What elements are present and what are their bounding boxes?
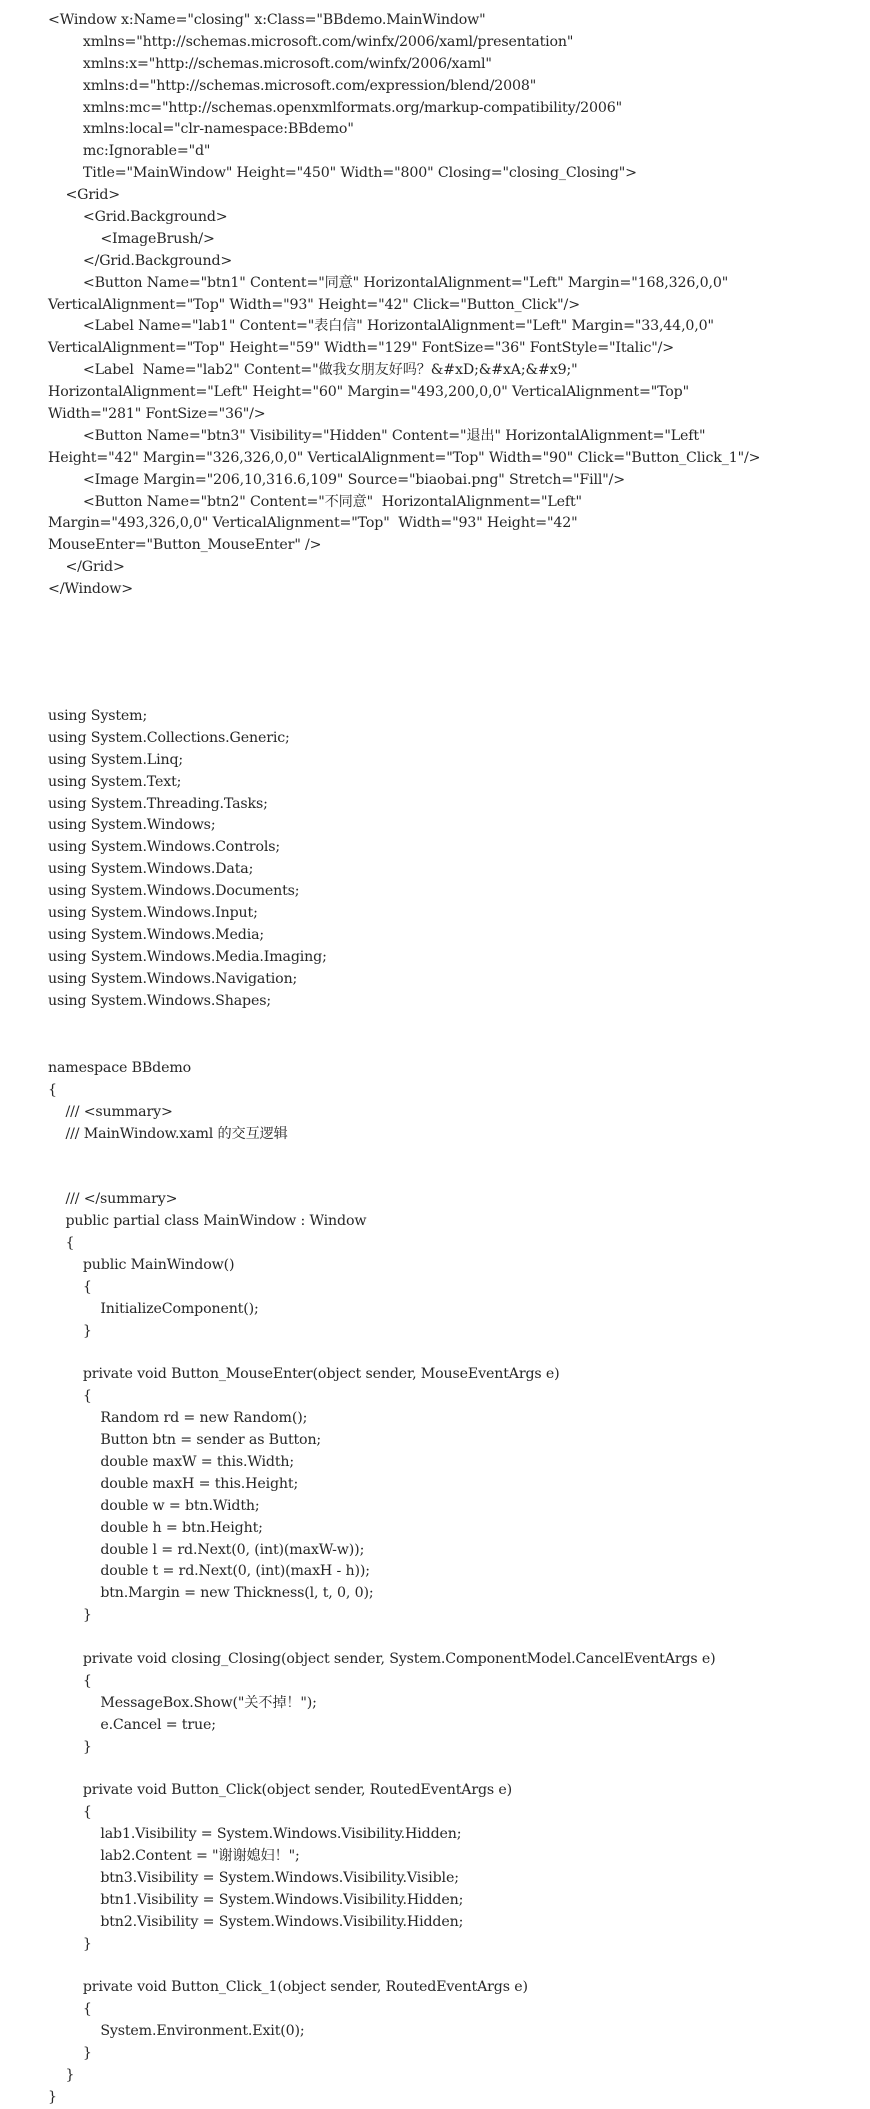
code-line: private void Button_Click(object sender, RoutedEventArgs e): [48, 1782, 513, 1799]
code-line: using System.Collections.Generic;: [48, 729, 290, 746]
code-line: using System.Threading.Tasks;: [48, 795, 268, 812]
code-line: VerticalAlignment="Top" Width="93" Height="42" Click="Button_Click"/>: [48, 296, 580, 313]
code-line: <Grid>: [48, 187, 121, 204]
code-line: <ImageBrush/>: [48, 230, 215, 247]
code-line: using System.Windows.Media;: [48, 926, 265, 943]
code-line: {: [48, 1278, 92, 1295]
code-line: InitializeComponent();: [48, 1300, 259, 1317]
code-line: using System.Linq;: [48, 751, 184, 768]
code-line: MessageBox.Show("关不掉！");: [48, 1694, 317, 1711]
code-line: }: [48, 1738, 92, 1755]
code-line: }: [48, 1607, 92, 1624]
code-line: Height="42" Margin="326,326,0,0" VerticalAlignment="Top" Width="90" Click="Button_Click_1"/>: [48, 449, 761, 466]
code-line: btn2.Visibility = System.Windows.Visibility.Hidden;: [48, 1913, 464, 1930]
code-line: using System.Windows.Input;: [48, 905, 258, 922]
code-line: /// <summary>: [48, 1103, 173, 1120]
code-line: lab1.Visibility = System.Windows.Visibility.Hidden;: [48, 1826, 462, 1843]
code-line: <Image Margin="206,10,316.6,109" Source="biaobai.png" Stretch="Fill"/>: [48, 471, 626, 488]
code-line: namespace BBdemo: [48, 1060, 192, 1076]
code-line: [48, 1343, 870, 1365]
code-line: {: [48, 1235, 75, 1252]
code-line: HorizontalAlignment="Left" Height="60" Margin="493,200,0,0" VerticalAlignment="Top": [48, 384, 689, 401]
code-line: <Window x:Name="closing" x:Class="BBdemo.MainWindow": [48, 12, 486, 28]
code-line: btn.Margin = new Thickness(l, t, 0, 0);: [48, 1585, 374, 1602]
using-directives-block: [48, 706, 870, 1012]
code-line: System.Environment.Exit(0);: [48, 2023, 305, 2040]
code-line: Title="MainWindow" Height="450" Width="800" Closing="closing_Closing">: [48, 165, 637, 182]
code-line: <Button Name="btn1" Content="同意" HorizontalAlignment="Left" Margin="168,326,0,0": [48, 274, 729, 291]
code-line: double maxH = this.Height;: [48, 1475, 299, 1492]
code-line: }: [48, 2088, 57, 2105]
code-line: Margin="493,326,0,0" VerticalAlignment="Top" Width="93" Height="42": [48, 515, 578, 532]
code-line: [48, 1627, 870, 1649]
code-line: xmlns:local="clr-namespace:BBdemo": [48, 121, 354, 138]
code-line: [48, 1167, 870, 1189]
code-line: }: [48, 2066, 75, 2083]
code-line: mc:Ignorable="d": [48, 143, 211, 160]
code-line: btn3.Visibility = System.Windows.Visibility.Visible;: [48, 1869, 459, 1886]
code-line: {: [48, 1672, 92, 1689]
code-line: double t = rd.Next(0, (int)(maxH - h));: [48, 1563, 370, 1580]
code-line: }: [48, 1935, 92, 1952]
code-line: double l = rd.Next(0, (int)(maxW-w));: [48, 1541, 365, 1558]
code-line: VerticalAlignment="Top" Height="59" Width="129" FontSize="36" FontStyle="Italic"/>: [48, 340, 674, 357]
code-line: </Grid>: [48, 559, 125, 576]
code-line: {: [48, 1081, 57, 1098]
code-line: {: [48, 1804, 92, 1821]
code-line: Random rd = new Random();: [48, 1410, 308, 1427]
code-line: using System.Windows.Shapes;: [48, 992, 271, 1009]
code-line: <Button Name="btn3" Visibility="Hidden" Content="退出" HorizontalAlignment="Left": [48, 427, 706, 444]
code-line: double w = btn.Width;: [48, 1497, 260, 1514]
code-line: [48, 1146, 870, 1168]
code-line: xmlns="http://schemas.microsoft.com/winfx/2006/xaml/presentation": [48, 33, 574, 50]
code-line: [48, 1956, 870, 1978]
code-line: </Grid.Background>: [48, 252, 233, 269]
code-line: <Label Name="lab2" Content="做我女朋友好吗？&#xD;&#xA;&#x9;": [48, 362, 578, 379]
code-line: <Button Name="btn2" Content="不同意" HorizontalAlignment="Left": [48, 493, 582, 510]
code-line: btn1.Visibility = System.Windows.Visibility.Hidden;: [48, 1891, 464, 1908]
code-line: xmlns:x="http://schemas.microsoft.com/winfx/2006/xaml": [48, 55, 492, 72]
code-line: using System.Text;: [48, 773, 182, 790]
code-line: {: [48, 2001, 92, 2018]
code-line: {: [48, 1388, 92, 1405]
code-line: using System.Windows.Data;: [48, 861, 254, 878]
code-line: private void closing_Closing(object sender, System.ComponentModel.CancelEventArgs e): [48, 1651, 716, 1668]
code-line: </Window>: [48, 581, 133, 598]
code-line: xmlns:d="http://schemas.microsoft.com/expression/blend/2008": [48, 77, 537, 94]
code-line: using System.Windows.Media.Imaging;: [48, 948, 327, 965]
code-line: /// </summary>: [48, 1191, 178, 1208]
code-line: Button btn = sender as Button;: [48, 1432, 322, 1449]
code-line: private void Button_Click_1(object sender, RoutedEventArgs e): [48, 1979, 528, 1996]
code-line: e.Cancel = true;: [48, 1716, 216, 1733]
code-line: <Label Name="lab1" Content="表白信" HorizontalAlignment="Left" Margin="33,44,0,0": [48, 318, 714, 335]
code-line: [48, 1759, 870, 1781]
code-line: lab2.Content = "谢谢媳妇！";: [48, 1848, 300, 1865]
code-line: using System;: [48, 708, 148, 724]
code-line: public MainWindow(): [48, 1257, 235, 1274]
xaml-code-block: [48, 10, 870, 601]
code-line: }: [48, 2045, 92, 2062]
code-line: public partial class MainWindow : Window: [48, 1213, 367, 1230]
code-line: using System.Windows.Controls;: [48, 839, 280, 856]
code-line: }: [48, 1322, 92, 1339]
code-line: MouseEnter="Button_MouseEnter" />: [48, 537, 322, 554]
csharp-code-block: [48, 1058, 870, 2109]
code-line: /// MainWindow.xaml 的交互逻辑: [48, 1125, 288, 1142]
code-line: double maxW = this.Width;: [48, 1454, 294, 1471]
code-line: using System.Windows.Documents;: [48, 883, 300, 900]
code-line: private void Button_MouseEnter(object sender, MouseEventArgs e): [48, 1366, 560, 1383]
code-line: using System.Windows;: [48, 817, 216, 834]
code-line: <Grid.Background>: [48, 209, 228, 226]
code-line: using System.Windows.Navigation;: [48, 970, 298, 987]
code-line: xmlns:mc="http://schemas.openxmlformats.org/markup-compatibility/2006": [48, 99, 622, 116]
code-line: Width="281" FontSize="36"/>: [48, 406, 266, 423]
code-line: double h = btn.Height;: [48, 1519, 263, 1536]
